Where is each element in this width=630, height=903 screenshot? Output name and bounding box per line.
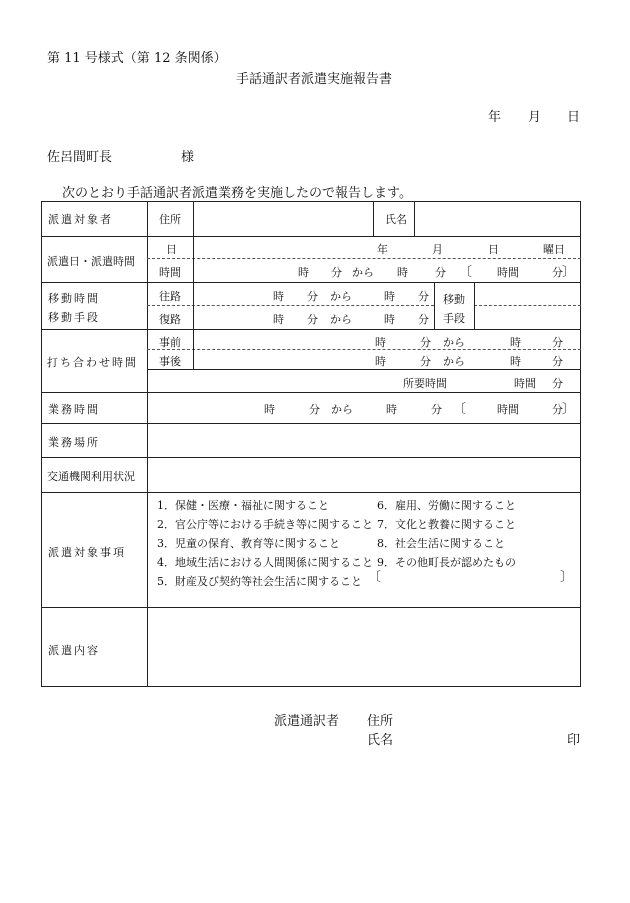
row-line: [41, 329, 581, 330]
seal-mark: 印: [567, 733, 581, 748]
date-year-label: 年: [488, 110, 502, 125]
row-line: [147, 369, 581, 370]
after-label: 事後: [159, 355, 181, 368]
row-line: [41, 236, 581, 237]
col-line: [373, 201, 374, 236]
target-address-label: 住所: [159, 213, 181, 226]
row-line-dashed: [147, 258, 581, 259]
work-place-label: 業務場所: [48, 436, 100, 449]
hour-unit: 時: [384, 290, 395, 303]
from-word: から: [443, 336, 465, 349]
minute-unit: 分: [431, 403, 442, 416]
minute-unit: 分: [552, 403, 563, 416]
row-line-dashed: [147, 305, 434, 306]
subject-item: 9．その他町長が認めたもの: [377, 556, 516, 569]
minute-unit: 分: [552, 266, 563, 279]
hour-unit: 時: [264, 403, 275, 416]
time-sub-label: 時間: [159, 266, 181, 279]
document-title: 手話通訳者派遣実施報告書: [236, 72, 393, 87]
target-name-label: 氏名: [385, 213, 407, 226]
minute-unit: 分: [331, 266, 342, 279]
minute-unit: 分: [420, 336, 431, 349]
hour-unit: 時: [375, 355, 386, 368]
hour-unit: 時: [273, 290, 284, 303]
interpreter-address-label: 住所: [367, 714, 394, 729]
from-word: から: [330, 313, 352, 326]
target-person-label: 派遣対象者: [48, 213, 113, 226]
form-number: 第 11 号様式（第 12 条関係）: [47, 51, 227, 66]
subject-item: 6．雇用、労働に関すること: [377, 499, 516, 512]
minute-unit: 分: [418, 313, 429, 326]
col-line: [193, 282, 194, 329]
hours-unit: 時間: [514, 377, 536, 390]
meeting-time-label: 打ち合わせ時間: [47, 356, 138, 369]
dispatch-subject-label: 派遣対象事項: [48, 546, 126, 559]
outbound-label: 往路: [159, 290, 181, 303]
subject-item: 5．財産及び契約等社会生活に関すること: [157, 575, 362, 588]
hour-unit: 時: [375, 336, 386, 349]
year-unit: 年: [377, 243, 388, 256]
col-line: [474, 282, 475, 329]
row-line: [41, 392, 581, 393]
minute-unit: 分: [309, 403, 320, 416]
interpreter-name-label: 氏名: [367, 733, 394, 748]
minute-unit: 分: [307, 313, 318, 326]
col-line: [193, 329, 194, 369]
subject-item: 8．社会生活に関すること: [377, 537, 505, 550]
day-unit: 日: [488, 243, 499, 256]
month-unit: 月: [432, 243, 443, 256]
open-bracket: 〔: [453, 402, 467, 417]
travel-means-label: 移動手段: [48, 311, 100, 324]
row-line: [41, 423, 581, 424]
hour-unit: 時: [510, 336, 521, 349]
from-word: から: [330, 290, 352, 303]
hours-unit: 時間: [497, 266, 519, 279]
row-line: [41, 457, 581, 458]
close-bracket: 〕: [562, 265, 576, 280]
minute-unit: 分: [420, 355, 431, 368]
addressee: 佐呂間町長: [47, 150, 113, 165]
transport-status-label: 交通機関利用状況: [47, 470, 135, 483]
minute-unit: 分: [307, 290, 318, 303]
from-word: から: [443, 355, 465, 368]
minute-unit: 分: [552, 355, 563, 368]
minute-unit: 分: [418, 290, 429, 303]
col-line: [434, 282, 435, 329]
row-line: [41, 492, 581, 493]
hour-unit: 時: [386, 403, 397, 416]
required-time-label: 所要時間: [403, 377, 447, 390]
intro-text: 次のとおり手話通訳者派遣業務を実施したので報告します。: [62, 186, 412, 201]
label-column-divider: [147, 201, 148, 687]
open-bracket: 〔: [459, 265, 473, 280]
minute-unit: 分: [435, 266, 446, 279]
hour-unit: 時: [510, 355, 521, 368]
col-line: [414, 201, 415, 236]
minute-unit: 分: [552, 336, 563, 349]
return-label: 復路: [159, 313, 181, 326]
subject-item: 3．児童の保育、教育等に関すること: [157, 537, 340, 550]
subject-item: 7．文化と教養に関すること: [377, 518, 516, 531]
dispatch-datetime-label: 派遣日・派遣時間: [47, 255, 135, 268]
col-line: [193, 201, 194, 236]
close-bracket: 〕: [560, 570, 574, 585]
date-month-label: 月: [528, 110, 542, 125]
hour-unit: 時: [384, 313, 395, 326]
hour-unit: 時: [273, 313, 284, 326]
day-sub-label: 日: [166, 243, 177, 256]
before-label: 事前: [159, 336, 181, 349]
honorific: 様: [181, 150, 195, 165]
subject-item: 4．地域生活における人間関係に関すること: [157, 556, 373, 569]
hours-unit: 時間: [497, 403, 519, 416]
dispatch-content-label: 派遣内容: [48, 644, 100, 657]
col-line: [193, 236, 194, 282]
from-word: から: [352, 266, 374, 279]
move-label: 移動: [443, 293, 465, 306]
travel-time-label: 移動時間: [48, 292, 100, 305]
hour-unit: 時: [298, 266, 309, 279]
row-line: [41, 607, 581, 608]
weekday-unit: 曜日: [543, 243, 565, 256]
from-word: から: [331, 403, 353, 416]
interpreter-label: 派遣通訳者: [274, 714, 340, 729]
minute-unit: 分: [552, 377, 563, 390]
work-time-label: 業務時間: [48, 403, 100, 416]
row-line-dashed: [474, 305, 581, 306]
open-bracket: 〔: [368, 570, 382, 585]
close-bracket: 〕: [562, 402, 576, 417]
subject-item: 1．保健・医療・福祉に関すること: [157, 499, 329, 512]
date-day-label: 日: [567, 110, 581, 125]
means-label: 手段: [443, 312, 465, 325]
subject-item: 2．官公庁等における手続き等に関すること: [157, 518, 373, 531]
hour-unit: 時: [397, 266, 408, 279]
row-line: [41, 282, 581, 283]
